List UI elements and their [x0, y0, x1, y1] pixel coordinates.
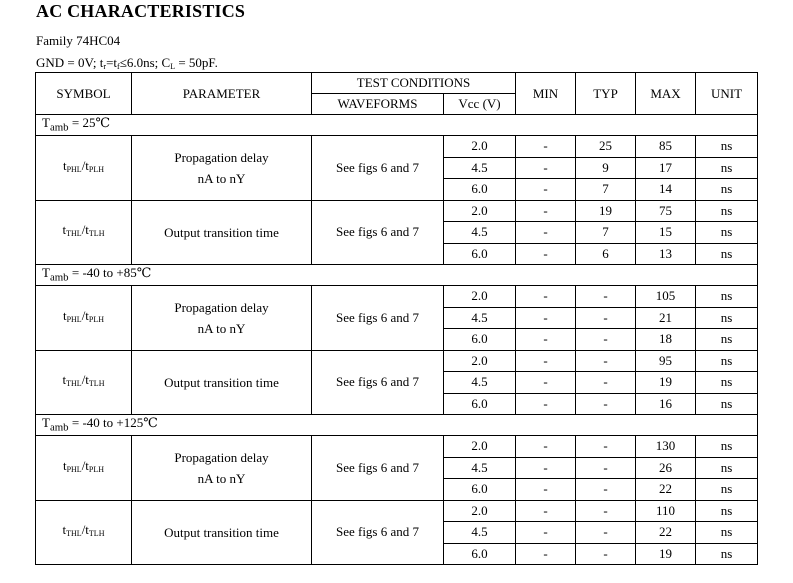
unit-cell: ns — [696, 479, 758, 501]
symbol-cell: $t_{PHL}/t_{PLH}$ — [36, 436, 132, 501]
table-row — [36, 200, 758, 222]
temperature-range: $T_{amb}$ = 25℃ — [36, 115, 758, 136]
header-max: MAX — [636, 73, 696, 115]
symbol-cell: $t_{THL}/t_{TLH}$ — [36, 350, 132, 415]
typ-cell: - — [576, 500, 636, 522]
table-row — [36, 500, 758, 522]
unit-cell: ns — [696, 543, 758, 565]
typ-cell: - — [576, 522, 636, 544]
vcc-cell: 6.0 — [444, 543, 516, 565]
vcc-cell: 4.5 — [444, 307, 516, 329]
max-cell: 14 — [636, 179, 696, 201]
temperature-range: $T_{amb} = -40$ to +125℃ — [36, 415, 758, 436]
unit-cell: ns — [696, 436, 758, 458]
typ-cell: 9 — [576, 157, 636, 179]
typ-cell: - — [576, 479, 636, 501]
min-cell: - — [516, 329, 576, 351]
header-min: MIN — [516, 73, 576, 115]
typ-cell: 19 — [576, 200, 636, 222]
typ-cell: 6 — [576, 243, 636, 265]
min-cell: - — [516, 200, 576, 222]
max-cell: 13 — [636, 243, 696, 265]
temperature-range: $T_{amb} = -40$ to +85℃ — [36, 265, 758, 286]
waveforms-cell: See figs 6 and 7 — [312, 500, 444, 565]
min-cell: - — [516, 222, 576, 244]
table-body — [36, 115, 758, 565]
ac-characteristics-table — [35, 72, 758, 565]
max-cell: 22 — [636, 522, 696, 544]
min-cell: - — [516, 243, 576, 265]
waveforms-cell: See figs 6 and 7 — [312, 350, 444, 415]
unit-cell: ns — [696, 329, 758, 351]
parameter-cell: Propagation delay nA to nY — [132, 436, 312, 501]
waveforms-cell: See figs 6 and 7 — [312, 200, 444, 265]
unit-cell: ns — [696, 243, 758, 265]
unit-cell: ns — [696, 157, 758, 179]
typ-cell: 7 — [576, 179, 636, 201]
header-vcc: Vcc (V) — [444, 94, 516, 115]
waveforms-cell: See figs 6 and 7 — [312, 286, 444, 351]
vcc-cell: 2.0 — [444, 350, 516, 372]
vcc-cell: 2.0 — [444, 436, 516, 458]
min-cell: - — [516, 543, 576, 565]
min-cell: - — [516, 350, 576, 372]
unit-cell: ns — [696, 222, 758, 244]
parameter-cell: Output transition time — [132, 500, 312, 565]
vcc-cell: 4.5 — [444, 372, 516, 394]
header-parameter: PARAMETER — [132, 73, 312, 115]
header-test-conditions: TEST CONDITIONS — [312, 73, 516, 94]
vcc-cell: 2.0 — [444, 200, 516, 222]
vcc-cell: 6.0 — [444, 393, 516, 415]
max-cell: 105 — [636, 286, 696, 308]
typ-cell: - — [576, 436, 636, 458]
family-label: Family 74HC04 — [36, 33, 121, 48]
max-cell: 22 — [636, 479, 696, 501]
typ-cell: - — [576, 543, 636, 565]
typ-cell: - — [576, 457, 636, 479]
symbol-cell: $t_{THL}/t_{TLH}$ — [36, 500, 132, 565]
min-cell: - — [516, 136, 576, 158]
min-cell: - — [516, 522, 576, 544]
vcc-cell: 4.5 — [444, 457, 516, 479]
parameter-cell: Output transition time — [132, 350, 312, 415]
max-cell: 16 — [636, 393, 696, 415]
max-cell: 85 — [636, 136, 696, 158]
max-cell: 19 — [636, 543, 696, 565]
max-cell: 18 — [636, 329, 696, 351]
max-cell: 15 — [636, 222, 696, 244]
max-cell: 19 — [636, 372, 696, 394]
page-title: AC CHARACTERISTICS — [36, 1, 246, 21]
header-symbol: SYMBOL — [36, 73, 132, 115]
max-cell: 26 — [636, 457, 696, 479]
parameter-cell: Propagation delay nA to nY — [132, 286, 312, 351]
vcc-cell: 6.0 — [444, 179, 516, 201]
min-cell: - — [516, 457, 576, 479]
unit-cell: ns — [696, 307, 758, 329]
waveforms-cell: See figs 6 and 7 — [312, 436, 444, 501]
max-cell: 75 — [636, 200, 696, 222]
min-cell: - — [516, 436, 576, 458]
table-row — [36, 136, 758, 158]
typ-cell: 7 — [576, 222, 636, 244]
typ-cell: - — [576, 307, 636, 329]
max-cell: 130 — [636, 436, 696, 458]
min-cell: - — [516, 286, 576, 308]
vcc-cell: 6.0 — [444, 243, 516, 265]
unit-cell: ns — [696, 500, 758, 522]
vcc-cell: 4.5 — [444, 522, 516, 544]
min-cell: - — [516, 307, 576, 329]
table-row — [36, 436, 758, 458]
min-cell: - — [516, 500, 576, 522]
typ-cell: - — [576, 329, 636, 351]
unit-cell: ns — [696, 350, 758, 372]
temperature-row — [36, 265, 758, 286]
table-row — [36, 286, 758, 308]
symbol-cell: $t_{PHL}/t_{PLH}$ — [36, 286, 132, 351]
vcc-cell: 2.0 — [444, 286, 516, 308]
unit-cell: ns — [696, 372, 758, 394]
test-conditions-note: GND = 0V; $t_r=t_f\le 6.0ns$; $C_L = 50pF$. — [36, 55, 218, 71]
parameter-cell: Propagation delay nA to nY — [132, 136, 312, 201]
max-cell: 21 — [636, 307, 696, 329]
table-row — [36, 350, 758, 372]
max-cell: 95 — [636, 350, 696, 372]
parameter-cell: Output transition time — [132, 200, 312, 265]
header-unit: UNIT — [696, 73, 758, 115]
typ-cell: - — [576, 393, 636, 415]
header-waveforms: WAVEFORMS — [312, 94, 444, 115]
waveforms-cell: See figs 6 and 7 — [312, 136, 444, 201]
unit-cell: ns — [696, 393, 758, 415]
typ-cell: - — [576, 350, 636, 372]
min-cell: - — [516, 179, 576, 201]
symbol-cell: $t_{THL}/t_{TLH}$ — [36, 200, 132, 265]
vcc-cell: 2.0 — [444, 136, 516, 158]
unit-cell: ns — [696, 522, 758, 544]
vcc-cell: 4.5 — [444, 157, 516, 179]
vcc-cell: 4.5 — [444, 222, 516, 244]
unit-cell: ns — [696, 286, 758, 308]
temperature-row — [36, 415, 758, 436]
unit-cell: ns — [696, 179, 758, 201]
min-cell: - — [516, 479, 576, 501]
vcc-cell: 6.0 — [444, 479, 516, 501]
vcc-cell: 6.0 — [444, 329, 516, 351]
min-cell: - — [516, 157, 576, 179]
min-cell: - — [516, 393, 576, 415]
min-cell: - — [516, 372, 576, 394]
header-typ: TYP — [576, 73, 636, 115]
unit-cell: ns — [696, 457, 758, 479]
temperature-row — [36, 115, 758, 136]
vcc-cell: 2.0 — [444, 500, 516, 522]
symbol-cell: $t_{PHL}/t_{PLH}$ — [36, 136, 132, 201]
typ-cell: 25 — [576, 136, 636, 158]
max-cell: 17 — [636, 157, 696, 179]
typ-cell: - — [576, 372, 636, 394]
typ-cell: - — [576, 286, 636, 308]
max-cell: 110 — [636, 500, 696, 522]
unit-cell: ns — [696, 200, 758, 222]
unit-cell: ns — [696, 136, 758, 158]
